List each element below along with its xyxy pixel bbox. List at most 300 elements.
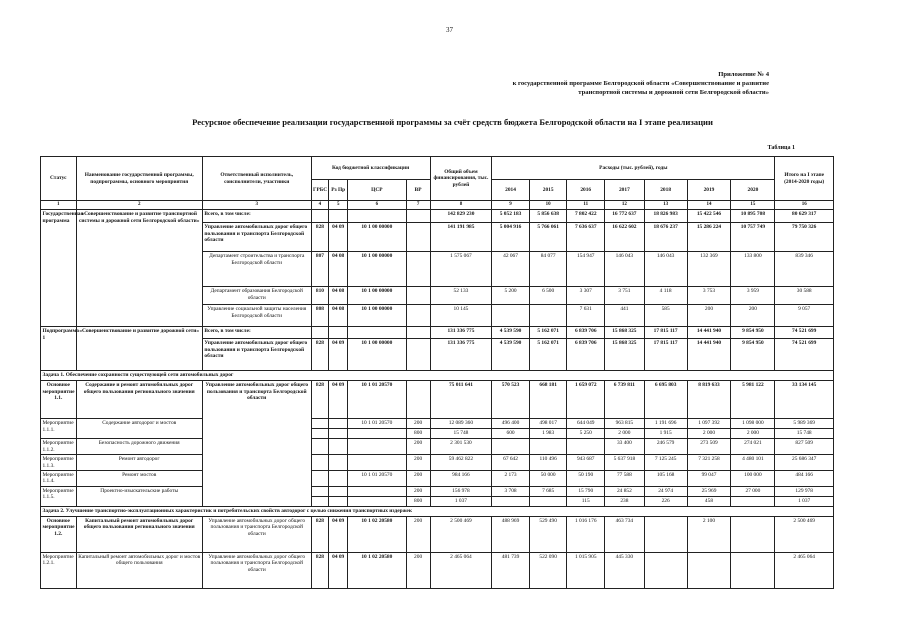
csr-code: 10 1 00 00000 xyxy=(348,287,406,305)
measure-name: Содержание и ремонт автомобильных дорог общего пользования регионального значения xyxy=(76,381,202,419)
total-value: 156 978 xyxy=(430,486,492,496)
year-value: 5 162 071 xyxy=(529,327,567,339)
year-value: 6 695 803 xyxy=(644,381,687,419)
table-row xyxy=(41,471,834,487)
vr-code xyxy=(406,223,430,252)
year-value: 6 739 811 xyxy=(605,381,645,419)
year-value: 529 490 xyxy=(529,516,567,552)
year-value: 133 800 xyxy=(731,252,775,287)
total-value: 15 748 xyxy=(430,429,492,439)
header-executor: Ответственный исполнитель, соисполнители, участники xyxy=(202,157,311,201)
measure-status: Мероприятие 1.1.3. xyxy=(41,455,77,471)
total-value: 75 011 641 xyxy=(430,381,492,419)
total-value: 59 462 822 xyxy=(430,455,492,471)
vr-code xyxy=(406,381,430,419)
stage-total-value: 484 166 xyxy=(775,471,834,487)
year-value: 14 441 940 xyxy=(687,327,731,339)
header-rzpr: Рз Пр xyxy=(329,180,348,201)
column-number: 9 xyxy=(492,201,530,210)
year-value: 200 xyxy=(687,305,731,327)
vr-code: 800 xyxy=(406,496,430,506)
header-status: Статус xyxy=(41,157,77,201)
column-number: 3 xyxy=(202,201,311,210)
grbs-code xyxy=(311,496,329,506)
year-value: 3 708 xyxy=(492,486,530,496)
rzpr-code: 04 08 xyxy=(329,305,348,327)
year-value: 644 049 xyxy=(567,419,605,429)
measure-name: Содержание автодорог и мостов xyxy=(76,419,202,439)
task-row xyxy=(41,371,834,381)
year-value: 10 895 708 xyxy=(731,210,775,223)
year-value: 458 xyxy=(687,496,731,506)
year-value: 5 856 638 xyxy=(529,210,567,223)
year-value: 668 181 xyxy=(529,381,567,419)
grbs-code: 828 xyxy=(311,516,329,552)
appendix-line-1: Приложение № 4 xyxy=(718,71,769,78)
year-value: 15 868 325 xyxy=(605,339,645,371)
year-value: 2 173 xyxy=(492,471,530,487)
year-value xyxy=(644,516,687,552)
rzpr-code: 04 09 xyxy=(329,339,348,371)
year-value: 463 734 xyxy=(605,516,645,552)
year-value: 99 047 xyxy=(687,471,731,487)
measure-name: Ремонт мостов xyxy=(76,471,202,487)
stage-total-value: 839 346 xyxy=(775,252,834,287)
year-value: 132 369 xyxy=(687,252,731,287)
appendix-line-2: к государственной программе Белгородской области «Совершенствование и развитие xyxy=(512,80,769,87)
year-value: 15 422 546 xyxy=(687,210,731,223)
csr-code: 10 1 00 00000 xyxy=(348,223,406,252)
year-value: 7 321 258 xyxy=(687,455,731,471)
table-row xyxy=(41,327,834,339)
year-value: 9 854 950 xyxy=(731,327,775,339)
rzpr-code xyxy=(329,471,348,487)
csr-code: 10 1 01 20570 xyxy=(348,419,406,429)
csr-code xyxy=(348,429,406,439)
total-value: 52 133 xyxy=(430,287,492,305)
measure-name: Капитальный ремонт автомобильных дорог и мостов общего пользования xyxy=(76,552,202,588)
csr-code xyxy=(348,327,406,339)
year-value: 7 802 422 xyxy=(567,210,605,223)
column-number: 6 xyxy=(348,201,406,210)
table-row xyxy=(41,552,834,588)
measure-name: Капитальный ремонт автомобильных дорог общего пользования регионального значения xyxy=(76,516,202,552)
year-value: 9 854 950 xyxy=(731,339,775,371)
grbs-code: 808 xyxy=(311,305,329,327)
year-value: 2 000 xyxy=(605,429,645,439)
rzpr-code xyxy=(329,455,348,471)
year-value: 2 000 xyxy=(687,429,731,439)
column-number: 14 xyxy=(687,201,731,210)
year-value: 146 043 xyxy=(644,252,687,287)
year-value: 10 757 749 xyxy=(731,223,775,252)
vr-code: 200 xyxy=(406,552,430,588)
measure-status: Мероприятие 1.1.1. xyxy=(41,419,77,439)
year-value: 3 959 xyxy=(731,287,775,305)
year-value: 7 125 245 xyxy=(644,455,687,471)
rzpr-code xyxy=(329,210,348,223)
table-row xyxy=(41,455,834,471)
year-value: 570 523 xyxy=(492,381,530,419)
grbs-code: 807 xyxy=(311,252,329,287)
executor-name: Управление автомобильных дорог общего пользования и транспорта Белгородской области xyxy=(202,516,311,552)
measure-name: Проектно-изыскательские работы xyxy=(76,486,202,506)
year-value: 5 004 916 xyxy=(492,223,530,252)
year-value: 5 250 xyxy=(567,429,605,439)
grbs-code: 828 xyxy=(311,381,329,419)
task-title: Задача 2. Улучшение транспортно-эксплуатационных характеристик и потребительских свойств автодорог с целью снижения транспортных издержек xyxy=(41,506,834,516)
executor-name: Управление автомобильных дорог общего пользования и транспорта Белгородской области xyxy=(202,381,311,506)
stage-total-value: 1 037 xyxy=(775,496,834,506)
year-value: 1 097 392 xyxy=(687,419,731,429)
header-total: Общий объем финансирования, тыс. рублей xyxy=(430,157,492,201)
header-year: 2019 xyxy=(687,180,731,201)
year-value xyxy=(492,439,530,455)
year-value: 17 815 117 xyxy=(644,327,687,339)
program-status: Государственная программа xyxy=(41,210,77,327)
year-value: 1 659 072 xyxy=(567,381,605,419)
year-value: 273 509 xyxy=(687,439,731,455)
year-value: 3 751 xyxy=(605,287,645,305)
column-number: 7 xyxy=(406,201,430,210)
header-year: 2018 xyxy=(644,180,687,201)
grbs-code xyxy=(311,486,329,496)
csr-code: 10 1 02 20580 xyxy=(348,516,406,552)
year-value: 481 739 xyxy=(492,552,530,588)
csr-code: 10 1 00 00000 xyxy=(348,252,406,287)
executor-name: Департамент образования Белгородской области xyxy=(202,287,311,305)
year-value: 4 539 590 xyxy=(492,339,530,371)
column-number: 2 xyxy=(76,201,202,210)
csr-code: 10 1 00 00000 xyxy=(348,305,406,327)
year-value: 4 118 xyxy=(644,287,687,305)
year-value: 3 307 xyxy=(567,287,605,305)
grbs-code: 828 xyxy=(311,339,329,371)
year-value xyxy=(687,552,731,588)
year-value: 963 815 xyxy=(605,419,645,429)
year-value: 25 969 xyxy=(687,486,731,496)
rzpr-code: 04 08 xyxy=(329,287,348,305)
year-value: 4 539 590 xyxy=(492,327,530,339)
vr-code: 200 xyxy=(406,439,430,455)
total-value: 141 191 985 xyxy=(430,223,492,252)
measure-status: Мероприятие 1.1.2. xyxy=(41,439,77,455)
measure-status: Основное мероприятие 1.1. xyxy=(41,381,77,419)
page-number: 37 xyxy=(446,26,453,34)
appendix-line-3: транспортной системы и дорожной сети Белгородской области» xyxy=(578,89,769,96)
year-value: 488 969 xyxy=(492,516,530,552)
header-year: 2015 xyxy=(529,180,567,201)
vr-code xyxy=(406,252,430,287)
year-value: 600 xyxy=(492,429,530,439)
year-value: 15 286 224 xyxy=(687,223,731,252)
total-value: 2 465 064 xyxy=(430,552,492,588)
year-value: 1 015 905 xyxy=(567,552,605,588)
rzpr-code xyxy=(329,327,348,339)
year-value: 6 839 706 xyxy=(567,339,605,371)
csr-code xyxy=(348,455,406,471)
table-label: Таблица 1 xyxy=(767,145,795,151)
grbs-code xyxy=(311,429,329,439)
rzpr-code: 04 08 xyxy=(329,252,348,287)
year-value: 16 772 637 xyxy=(605,210,645,223)
header-expenses: Расходы (тыс. рублей), годы xyxy=(492,157,775,180)
column-number: 11 xyxy=(567,201,605,210)
vr-code: 200 xyxy=(406,455,430,471)
vr-code xyxy=(406,339,430,371)
year-value: 498 017 xyxy=(529,419,567,429)
year-value: 5 981 122 xyxy=(731,381,775,419)
rzpr-code xyxy=(329,439,348,455)
year-value: 27 000 xyxy=(731,486,775,496)
year-value: 6 500 xyxy=(529,287,567,305)
year-value: 50 190 xyxy=(567,471,605,487)
year-value: 154 947 xyxy=(567,252,605,287)
rzpr-code xyxy=(329,496,348,506)
csr-code: 10 1 00 00000 xyxy=(348,339,406,371)
executor-name: Управление автомобильных дорог общего пользования и транспорта Белгородской области xyxy=(202,552,311,588)
year-value: 15 790 xyxy=(567,486,605,496)
grbs-code xyxy=(311,471,329,487)
vr-code xyxy=(406,305,430,327)
year-value: 5 052 183 xyxy=(492,210,530,223)
csr-code xyxy=(348,439,406,455)
year-value: 7 636 637 xyxy=(567,223,605,252)
vr-code: 800 xyxy=(406,429,430,439)
stage-total-value: 129 978 xyxy=(775,486,834,496)
year-value: 1 098 000 xyxy=(731,419,775,429)
stage-total-value: 30 588 xyxy=(775,287,834,305)
stage-total-value: 15 748 xyxy=(775,429,834,439)
stage-total-value: 25 686 347 xyxy=(775,455,834,471)
total-value: 1 575 067 xyxy=(430,252,492,287)
year-value: 15 868 325 xyxy=(605,327,645,339)
total-value: 2 301 530 xyxy=(430,439,492,455)
header-grbs: ГРБС xyxy=(311,180,329,201)
year-value xyxy=(529,439,567,455)
measure-name: Безопасность дорожного движения xyxy=(76,439,202,455)
grbs-code xyxy=(311,419,329,429)
rzpr-code: 04 09 xyxy=(329,516,348,552)
csr-code: 10 1 01 20570 xyxy=(348,471,406,487)
grbs-code: 828 xyxy=(311,223,329,252)
total-value: 142 829 230 xyxy=(430,210,492,223)
year-value: 1 915 xyxy=(644,429,687,439)
header-year: 2020 xyxy=(731,180,775,201)
measure-status: Мероприятие 1.1.4. xyxy=(41,471,77,487)
vr-code: 200 xyxy=(406,516,430,552)
column-number: 10 xyxy=(529,201,567,210)
year-value: 2 100 xyxy=(687,516,731,552)
csr-code: 10 1 01 20570 xyxy=(348,381,406,419)
stage-total-value: 2 500 469 xyxy=(775,516,834,552)
year-value: 6 839 706 xyxy=(567,327,605,339)
table-row xyxy=(41,439,834,455)
task-row xyxy=(41,506,834,516)
subprogram-name: «Совершенствование и развитие дорожной сети» xyxy=(76,327,202,371)
column-number: 12 xyxy=(605,201,645,210)
year-value: 4 480 101 xyxy=(731,455,775,471)
year-value: 3 753 xyxy=(687,287,731,305)
year-value: 50 000 xyxy=(529,471,567,487)
year-value: 14 441 940 xyxy=(687,339,731,371)
grbs-code xyxy=(311,439,329,455)
rzpr-code xyxy=(329,429,348,439)
year-value: 24 974 xyxy=(644,486,687,496)
year-value: 522 090 xyxy=(529,552,567,588)
column-number: 4 xyxy=(311,201,329,210)
document-title: Ресурсное обеспечение реализации государственной программы за счёт средств бюджета Белгородской области на I этапе реализации xyxy=(192,117,713,127)
year-value: 115 xyxy=(567,496,605,506)
stage-total-value: 80 629 317 xyxy=(775,210,834,223)
column-number: 1 xyxy=(41,201,77,210)
year-value: 246 579 xyxy=(644,439,687,455)
csr-code xyxy=(348,210,406,223)
header-vr: ВР xyxy=(406,180,430,201)
year-value: 8 819 633 xyxy=(687,381,731,419)
executor-name: Управление социальной защиты населения Белгородской области xyxy=(202,305,311,327)
year-value: 67 642 xyxy=(492,455,530,471)
stage-total-value: 74 521 699 xyxy=(775,327,834,339)
stage-total-value: 5 989 369 xyxy=(775,419,834,429)
table-row xyxy=(41,419,834,429)
year-value xyxy=(731,496,775,506)
year-value: 84 077 xyxy=(529,252,567,287)
year-value xyxy=(529,496,567,506)
total-value: 2 500 469 xyxy=(430,516,492,552)
rzpr-code xyxy=(329,486,348,496)
year-value: 17 815 117 xyxy=(644,339,687,371)
header-year: 2017 xyxy=(605,180,645,201)
total-value: 1 037 xyxy=(430,496,492,506)
year-value xyxy=(644,552,687,588)
header-year: 2016 xyxy=(567,180,605,201)
executor-name: Управление автомобильных дорог общего пользования и транспорта Белгородской области xyxy=(202,223,311,252)
stage-total-value: 9 057 xyxy=(775,305,834,327)
rzpr-code: 04 09 xyxy=(329,381,348,419)
year-value xyxy=(492,305,530,327)
header-csr: ЦСР xyxy=(348,180,406,201)
year-value: 1 191 696 xyxy=(644,419,687,429)
table-row xyxy=(41,210,834,223)
year-value: 1 016 176 xyxy=(567,516,605,552)
executor-name: Департамент строительства и транспорта Белгородской области xyxy=(202,252,311,287)
csr-code xyxy=(348,496,406,506)
table-row xyxy=(41,486,834,496)
year-value: 943 687 xyxy=(567,455,605,471)
grbs-code: 810 xyxy=(311,287,329,305)
year-value: 441 xyxy=(605,305,645,327)
header-stage-total: Итого на I этапе (2014-2020 годы) xyxy=(775,157,834,201)
total-value: 984 166 xyxy=(430,471,492,487)
stage-total-value: 74 521 699 xyxy=(775,339,834,371)
year-value: 2 000 xyxy=(731,429,775,439)
column-number: 15 xyxy=(731,201,775,210)
header-year: 2014 xyxy=(492,180,530,201)
year-value: 274 021 xyxy=(731,439,775,455)
header-name: Наименование государственной программы, подпрограммы, основного мероприятия xyxy=(76,157,202,201)
appendix-heading xyxy=(513,70,769,97)
stage-total-value: 33 134 145 xyxy=(775,381,834,419)
year-value xyxy=(731,516,775,552)
column-number: 16 xyxy=(775,201,834,210)
year-value: 77 588 xyxy=(605,471,645,487)
total-value: 131 336 775 xyxy=(430,339,492,371)
rzpr-code: 04 09 xyxy=(329,552,348,588)
year-value: 18 826 983 xyxy=(644,210,687,223)
year-value: 5 162 071 xyxy=(529,339,567,371)
table-row xyxy=(41,516,834,552)
year-value: 24 852 xyxy=(605,486,645,496)
task-title: Задача 1. Обеспечение сохранности существующей сети автомобильных дорог xyxy=(41,371,834,381)
subprogram-status: Подпрограмма 1 xyxy=(41,327,77,371)
rzpr-code: 04 09 xyxy=(329,223,348,252)
csr-code xyxy=(348,486,406,496)
rzpr-code xyxy=(329,419,348,429)
column-number: 5 xyxy=(329,201,348,210)
year-value: 100 000 xyxy=(731,471,775,487)
vr-code xyxy=(406,210,430,223)
vr-code xyxy=(406,327,430,339)
year-value: 445 330 xyxy=(605,552,645,588)
year-value xyxy=(492,496,530,506)
year-value: 200 xyxy=(731,305,775,327)
total-value: 10 145 xyxy=(430,305,492,327)
stage-total-value: 2 465 064 xyxy=(775,552,834,588)
measure-name: Ремонт автодорог xyxy=(76,455,202,471)
year-value: 105 168 xyxy=(644,471,687,487)
year-value: 16 622 602 xyxy=(605,223,645,252)
year-value: 1 983 xyxy=(529,429,567,439)
total-value: 12 089 360 xyxy=(430,419,492,429)
column-number: 8 xyxy=(430,201,492,210)
measure-status: Мероприятие 1.1.5. xyxy=(41,486,77,506)
year-value: 110 496 xyxy=(529,455,567,471)
stage-total-value: 827 509 xyxy=(775,439,834,455)
program-name: «Совершенствование и развитие транспортной системы и дорожной сети Белгородской области» xyxy=(76,210,202,327)
year-value: 146 043 xyxy=(605,252,645,287)
header-budget-code: Код бюджетной классификации xyxy=(311,157,430,180)
csr-code: 10 1 02 20580 xyxy=(348,552,406,588)
year-value xyxy=(731,552,775,588)
year-value: 7 631 xyxy=(567,305,605,327)
vr-code xyxy=(406,287,430,305)
vr-code: 200 xyxy=(406,471,430,487)
resource-table xyxy=(40,156,834,589)
grbs-code xyxy=(311,210,329,223)
year-value: 5 200 xyxy=(492,287,530,305)
year-value: 226 xyxy=(644,496,687,506)
grbs-code xyxy=(311,327,329,339)
column-number: 13 xyxy=(644,201,687,210)
year-value xyxy=(529,305,567,327)
measure-status: Основное мероприятие 1.2. xyxy=(41,516,77,552)
year-value: 7 685 xyxy=(529,486,567,496)
year-value xyxy=(567,439,605,455)
grbs-code xyxy=(311,455,329,471)
vr-code: 200 xyxy=(406,486,430,496)
year-value: 238 xyxy=(605,496,645,506)
year-value: 18 676 237 xyxy=(644,223,687,252)
year-value: 42 067 xyxy=(492,252,530,287)
vr-code: 200 xyxy=(406,419,430,429)
grbs-code: 828 xyxy=(311,552,329,588)
executor-name: Всего, в том числе: xyxy=(202,210,311,223)
year-value: 33 400 xyxy=(605,439,645,455)
table-row xyxy=(41,381,834,419)
total-value: 131 336 775 xyxy=(430,327,492,339)
year-value: 5 766 061 xyxy=(529,223,567,252)
